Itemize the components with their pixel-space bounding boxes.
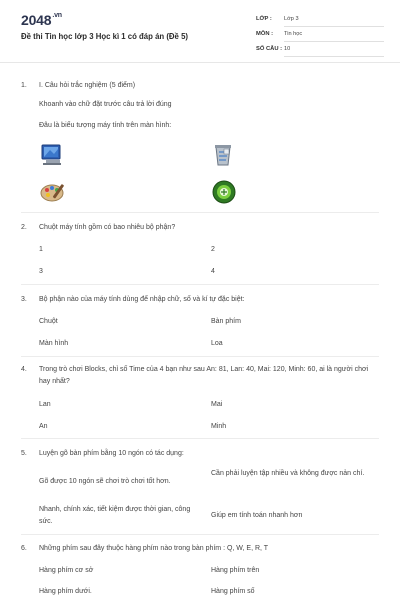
answer-option[interactable]: Gõ được 10 ngón sẽ chơi trò chơi tốt hơn. bbox=[39, 478, 171, 485]
question-number: 5. bbox=[21, 450, 27, 457]
answer-option[interactable]: Hàng phím trên bbox=[211, 567, 260, 574]
question-instruction: Khoanh vào chữ đặt trước câu trả lời đúng bbox=[39, 101, 172, 108]
answer-option[interactable]: 2 bbox=[211, 246, 215, 253]
answer-option[interactable]: Nhanh, chính xác, tiết kiệm được thời gian, công sức. bbox=[39, 506, 191, 525]
answer-option[interactable]: Cần phải luyện tập nhiều và không được nản chí. bbox=[211, 470, 365, 477]
logo-text: 2048 bbox=[21, 12, 52, 28]
meta-value: Lớp 3 bbox=[284, 16, 384, 27]
question-text: Bộ phận nào của máy tính dùng để nhập chữ, số và kí tự đặc biệt: bbox=[39, 296, 245, 303]
page-title: Đề thi Tin học lớp 3 Học kì 1 có đáp án (Đề 5) bbox=[21, 32, 188, 41]
answer-option[interactable]: Hàng phím cơ sở bbox=[39, 567, 94, 574]
game-icon[interactable] bbox=[212, 180, 236, 209]
question-text: Luyện gõ bàn phím bằng 10 ngón có tác dụng: bbox=[39, 450, 184, 457]
question-number: 1. bbox=[21, 82, 27, 89]
answer-option[interactable]: Bàn phím bbox=[211, 318, 241, 325]
answer-option[interactable]: Hàng phím số bbox=[211, 588, 255, 595]
answer-option[interactable]: Loa bbox=[211, 340, 223, 347]
question-number: 6. bbox=[21, 545, 27, 552]
logo-suffix: .vn bbox=[52, 12, 62, 19]
divider bbox=[21, 438, 379, 439]
question-text: Chuột máy tính gồm có bao nhiêu bộ phận? bbox=[39, 224, 176, 231]
question-text: I. Câu hỏi trắc nghiệm (5 điểm) bbox=[39, 82, 136, 89]
answer-option[interactable]: 1 bbox=[39, 246, 43, 253]
answer-option[interactable]: Lan bbox=[39, 401, 51, 408]
answer-option[interactable]: Chuột bbox=[39, 318, 58, 325]
answer-option[interactable]: 4 bbox=[211, 268, 215, 275]
recycle-bin-icon[interactable] bbox=[212, 143, 234, 172]
meta-value: Tin học bbox=[284, 31, 384, 42]
page-header bbox=[0, 0, 400, 63]
computer-icon[interactable] bbox=[40, 143, 64, 172]
question-number: 2. bbox=[21, 224, 27, 231]
paint-icon[interactable] bbox=[40, 182, 68, 207]
meta-row-class bbox=[256, 14, 388, 29]
divider bbox=[21, 534, 379, 535]
answer-option[interactable]: Minh bbox=[211, 423, 227, 430]
site-logo[interactable] bbox=[21, 12, 62, 28]
meta-label: SỐ CÂU : bbox=[256, 46, 283, 52]
exam-meta bbox=[256, 14, 388, 59]
question-number: 3. bbox=[21, 296, 27, 303]
question-number: 4. bbox=[21, 366, 27, 373]
answer-option[interactable]: An bbox=[39, 423, 48, 430]
answer-option[interactable]: Mai bbox=[211, 401, 223, 408]
meta-label: LỚP : bbox=[256, 16, 272, 22]
answer-option[interactable]: Giúp em tính toán nhanh hơn bbox=[211, 512, 303, 519]
divider bbox=[21, 284, 379, 285]
question-text: Trong trò chơi Blocks, chỉ số Time của 4 bạn như sau An: 81, Lan: 40, Mai: 120, Minh: 60, ai là người chơi hay nhất? bbox=[39, 366, 369, 385]
meta-label: MÔN : bbox=[256, 31, 274, 37]
answer-option[interactable]: 3 bbox=[39, 268, 43, 275]
divider bbox=[21, 356, 379, 357]
answer-option[interactable]: Màn hình bbox=[39, 340, 69, 347]
meta-row-subject bbox=[256, 29, 388, 44]
meta-value: 10 bbox=[284, 46, 384, 57]
question-text: Những phím sau đây thuộc hàng phím nào trong bàn phím : Q, W, E, R, T bbox=[39, 545, 269, 552]
question-subtext: Đâu là biểu tượng máy tính trên màn hình: bbox=[39, 122, 172, 129]
divider bbox=[21, 212, 379, 213]
answer-option[interactable]: Hàng phím dưới. bbox=[39, 588, 92, 595]
meta-row-count bbox=[256, 44, 388, 59]
